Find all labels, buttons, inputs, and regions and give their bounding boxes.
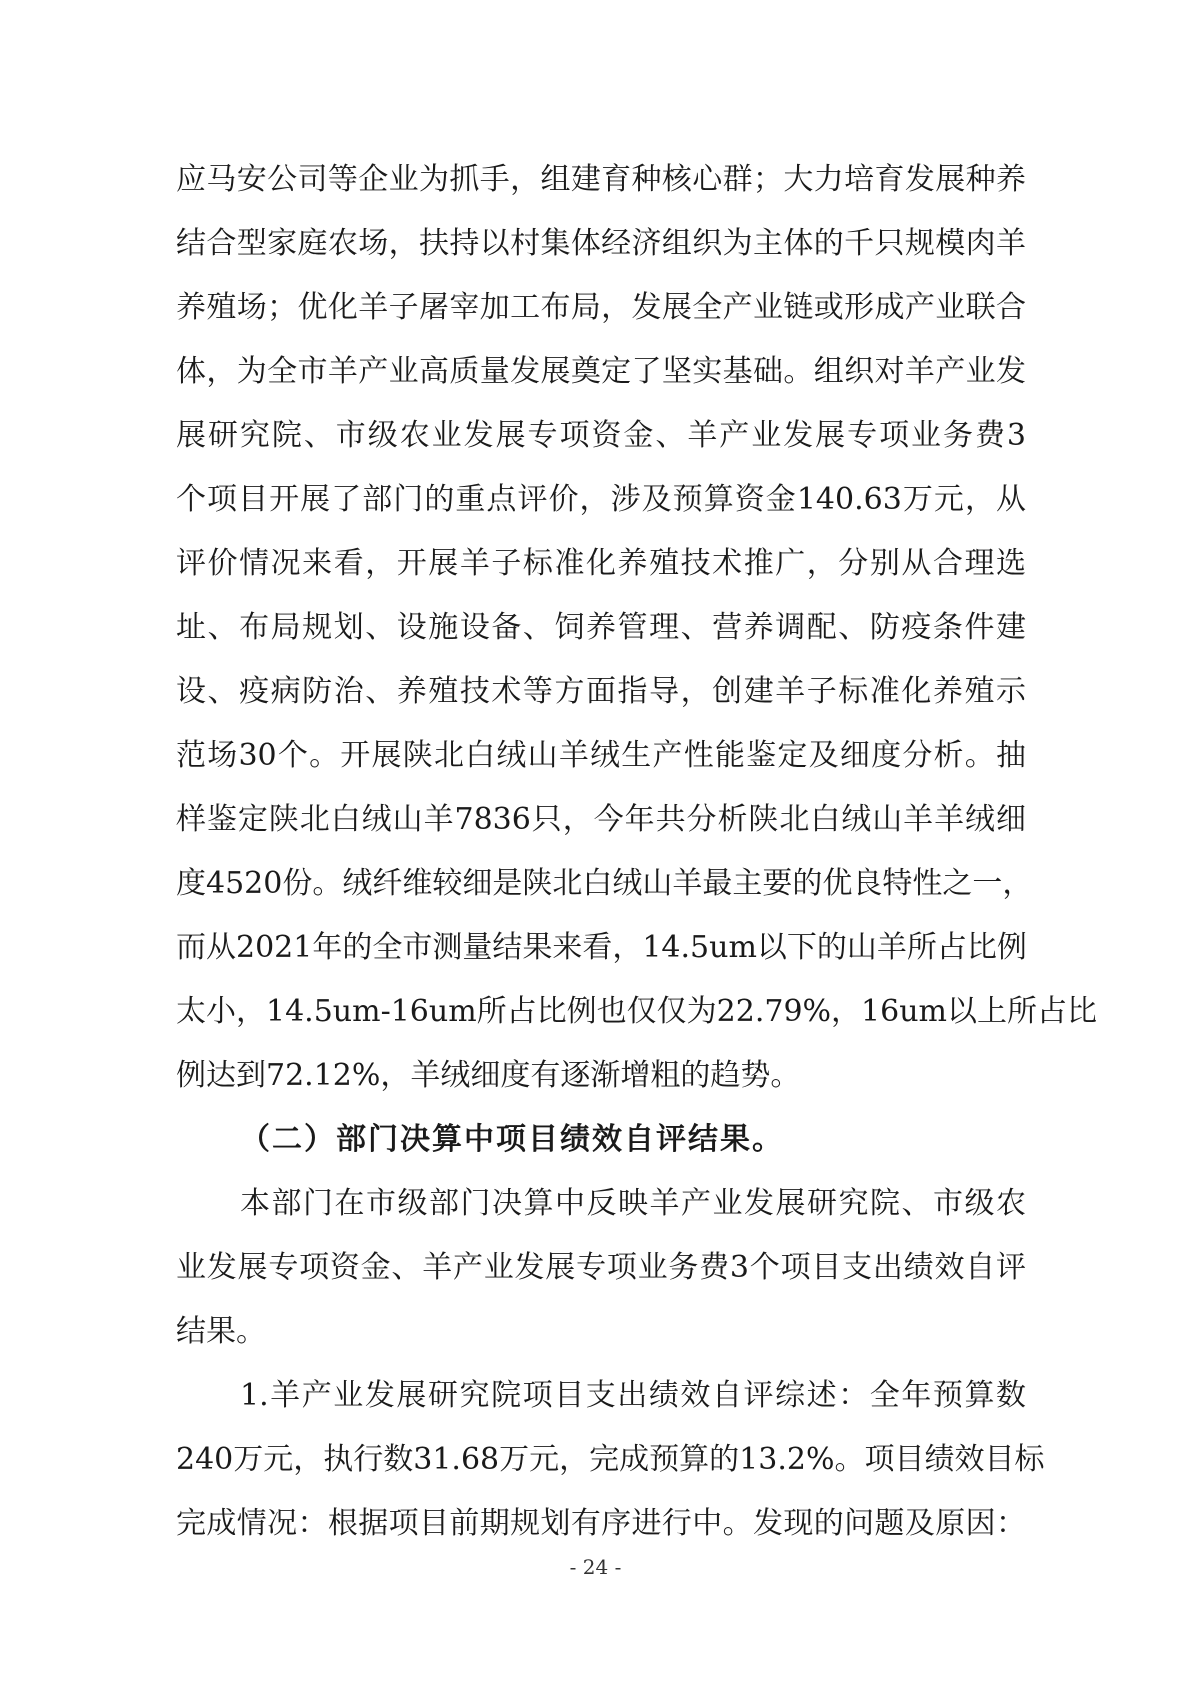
body-text-line: 例达到72.12%，羊绒细度有逐渐增粗的趋势。 bbox=[176, 1058, 801, 1093]
body-text-line: 而从2021年的全市测量结果来看，14.5um以下的山羊所占比例 bbox=[176, 930, 1027, 965]
body-text-line: 结果。 bbox=[176, 1314, 266, 1349]
section-heading: （二）部门决算中项目绩效自评结果。 bbox=[240, 1122, 784, 1157]
body-text-line: 完成情况：根据项目前期规划有序进行中。发现的问题及原因： bbox=[176, 1506, 1026, 1541]
body-text-line: 结合型家庭农场，扶持以村集体经济组织为主体的千只规模肉羊 bbox=[176, 226, 1026, 261]
body-text-line: 业发展专项资金、羊产业发展专项业务费3个项目支出绩效自评 bbox=[176, 1250, 1026, 1285]
body-text-line: 范场30个。开展陕北白绒山羊绒生产性能鉴定及细度分析。抽 bbox=[176, 738, 1026, 773]
body-text-line: 体，为全市羊产业高质量发展奠定了坚实基础。组织对羊产业发 bbox=[176, 354, 1026, 389]
body-text-line: 设、疫病防治、养殖技术等方面指导，创建羊子标准化养殖示 bbox=[176, 674, 1026, 709]
body-text-line: 址、布局规划、设施设备、饲养管理、营养调配、防疫条件建 bbox=[176, 610, 1026, 645]
paragraph-first-line: 1.羊产业发展研究院项目支出绩效自评综述：全年预算数 bbox=[240, 1378, 1026, 1413]
body-text-line: 样鉴定陕北白绒山羊7836只，今年共分析陕北白绒山羊羊绒细 bbox=[176, 802, 1026, 837]
body-text-line: 个项目开展了部门的重点评价，涉及预算资金140.63万元，从 bbox=[176, 482, 1026, 517]
body-text-line: 应马安公司等企业为抓手，组建育种核心群；大力培育发展种养 bbox=[176, 162, 1026, 197]
body-text-line: 展研究院、市级农业发展专项资金、羊产业发展专项业务费3 bbox=[176, 418, 1026, 453]
paragraph-first-line: 本部门在市级部门决算中反映羊产业发展研究院、市级农 bbox=[240, 1186, 1026, 1221]
body-text-line: 240万元，执行数31.68万元，完成预算的13.2%。项目绩效目标 bbox=[176, 1442, 1045, 1477]
body-text-line: 度4520份。绒纤维较细是陕北白绒山羊最主要的优良特性之一， bbox=[176, 866, 1033, 901]
page-number: - 24 - bbox=[569, 1555, 622, 1579]
body-text-line: 太小，14.5um-16um所占比例也仅仅为22.79%，16um以上所占比 bbox=[176, 994, 1097, 1029]
body-text-line: 评价情况来看，开展羊子标准化养殖技术推广，分别从合理选 bbox=[176, 546, 1026, 581]
body-text-line: 养殖场；优化羊子屠宰加工布局，发展全产业链或形成产业联合 bbox=[176, 290, 1026, 325]
